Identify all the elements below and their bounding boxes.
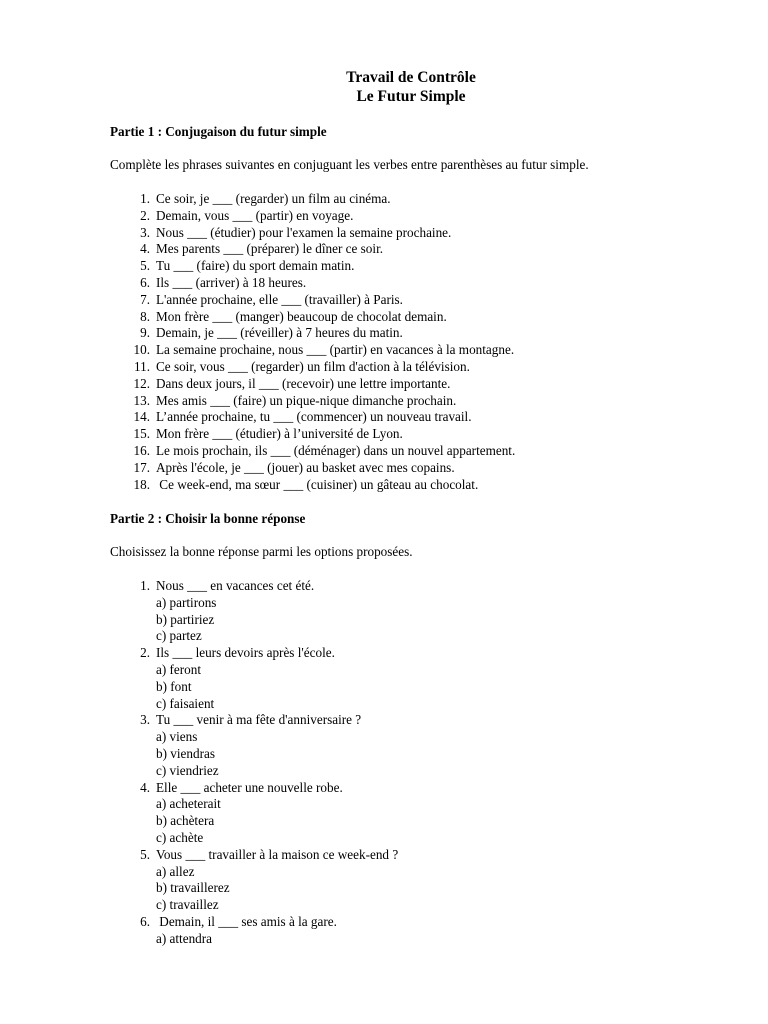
question-number: 5. xyxy=(140,846,150,862)
exercise-item xyxy=(110,292,515,309)
item-number: 8. xyxy=(140,308,150,324)
part1-heading: Partie 1 : Conjugaison du futur simple xyxy=(110,124,327,139)
answer-option: a) allez xyxy=(156,863,195,879)
exercise-item xyxy=(110,258,515,275)
question-text: Elle ___ acheter une nouvelle robe. xyxy=(156,779,343,795)
item-text: Après l'école, je ___ (jouer) au basket avec mes copains. xyxy=(156,459,455,475)
item-text: La semaine prochaine, nous ___ (partir) en vacances à la montagne. xyxy=(156,342,515,358)
question-text: Nous ___ en vacances cet été. xyxy=(156,578,315,593)
item-number: 1. xyxy=(140,191,150,206)
item-number: 11. xyxy=(134,358,150,374)
exercise-item xyxy=(110,359,515,376)
exercise-item xyxy=(110,309,515,326)
item-text: Dans deux jours, il ___ (recevoir) une lettre importante. xyxy=(156,375,451,391)
question-item xyxy=(110,847,398,914)
document-subtitle: Le Futur Simple xyxy=(356,88,466,105)
answer-option: a) feront xyxy=(156,661,202,677)
item-text: Ce soir, vous ___ (regarder) un film d'action à la télévision. xyxy=(156,358,470,374)
item-text: L’année prochaine, tu ___ (commencer) un nouveau travail. xyxy=(156,409,472,425)
question-number: 3. xyxy=(140,712,150,728)
exercise-item xyxy=(110,409,515,426)
part2-heading: Partie 2 : Choisir la bonne réponse xyxy=(110,511,306,526)
question-item xyxy=(110,645,398,712)
answer-option: b) travaillerez xyxy=(156,880,230,896)
part2-question-list xyxy=(110,578,398,948)
answer-option: b) font xyxy=(156,678,192,694)
exercise-item xyxy=(110,325,515,342)
item-text: Nous ___ (étudier) pour l'examen la semaine prochaine. xyxy=(156,224,452,240)
answer-option: c) achète xyxy=(156,829,204,845)
exercise-item xyxy=(110,225,515,242)
exercise-item xyxy=(110,275,515,292)
item-number: 13. xyxy=(133,392,150,408)
exercise-item xyxy=(110,477,515,494)
question-text: Ils ___ leurs devoirs après l'école. xyxy=(156,645,335,661)
item-text: L'année prochaine, elle ___ (travailler) à Paris. xyxy=(156,291,403,307)
item-text: Mes amis ___ (faire) un pique-nique dimanche prochain. xyxy=(156,392,457,408)
item-text: Le mois prochain, ils ___ (déménager) dans un nouvel appartement. xyxy=(156,442,516,458)
item-number: 4. xyxy=(140,241,150,257)
item-text: Mon frère ___ (manger) beaucoup de chocolat demain. xyxy=(156,308,447,324)
item-text: Mon frère ___ (étudier) à l’université de Lyon. xyxy=(156,426,403,442)
answer-option: b) achètera xyxy=(156,813,215,829)
document-title: Travail de Contrôle xyxy=(346,69,476,86)
question-number: 4. xyxy=(140,779,150,795)
item-text: Demain, vous ___ (partir) en voyage. xyxy=(156,207,354,223)
part2-instruction: Choisissez la bonne réponse parmi les options proposées. xyxy=(110,544,413,559)
exercise-item xyxy=(110,241,515,258)
exercise-item xyxy=(110,208,515,225)
question-text: Vous ___ travailler à la maison ce week-end ? xyxy=(156,846,399,862)
answer-option: c) travaillez xyxy=(156,897,219,913)
question-item xyxy=(110,578,398,645)
question-item xyxy=(110,780,398,847)
question-item xyxy=(110,712,398,779)
item-number: 7. xyxy=(140,291,150,307)
exercise-item xyxy=(110,460,515,477)
part1-exercise-list xyxy=(110,191,515,493)
question-item xyxy=(110,914,398,948)
item-number: 16. xyxy=(133,442,150,458)
item-number: 14. xyxy=(133,409,150,425)
item-number: 17. xyxy=(133,459,150,475)
question-number: 6. xyxy=(140,913,150,929)
item-number: 5. xyxy=(140,258,150,274)
item-text: Ce soir, je ___ (regarder) un film au cinéma. xyxy=(156,191,391,206)
exercise-item xyxy=(110,443,515,460)
answer-option: c) faisaient xyxy=(156,695,215,711)
exercise-item xyxy=(110,376,515,393)
answer-option: a) acheterait xyxy=(156,796,221,812)
item-number: 18. xyxy=(133,476,150,492)
item-text: Mes parents ___ (préparer) le dîner ce soir. xyxy=(156,241,384,257)
answer-option: b) partiriez xyxy=(156,611,215,627)
question-text: Tu ___ venir à ma fête d'anniversaire ? xyxy=(156,712,362,728)
item-number: 9. xyxy=(140,325,150,341)
part1-instruction: Complète les phrases suivantes en conjuguant les verbes entre parenthèses au futur simple. xyxy=(110,157,589,172)
item-number: 10. xyxy=(133,342,150,358)
question-number: 1. xyxy=(140,578,150,593)
exercise-item xyxy=(110,191,515,208)
item-number: 15. xyxy=(133,426,150,442)
item-text: Ils ___ (arriver) à 18 heures. xyxy=(156,274,307,290)
item-number: 6. xyxy=(140,274,150,290)
item-number: 2. xyxy=(140,207,150,223)
answer-option: c) partez xyxy=(156,628,202,644)
exercise-item xyxy=(110,393,515,410)
answer-option: c) viendriez xyxy=(156,762,219,778)
answer-option: a) partirons xyxy=(156,594,217,610)
answer-option: b) viendras xyxy=(156,745,215,761)
exercise-item xyxy=(110,426,515,443)
item-text: Ce week-end, ma sœur ___ (cuisiner) un gâteau au chocolat. xyxy=(156,476,479,492)
answer-option: a) attendra xyxy=(156,930,213,946)
item-text: Demain, je ___ (réveiller) à 7 heures du matin. xyxy=(156,325,403,341)
exercise-item xyxy=(110,342,515,359)
question-text: Demain, il ___ ses amis à la gare. xyxy=(156,913,337,929)
item-number: 12. xyxy=(133,375,150,391)
answer-option: a) viens xyxy=(156,729,198,745)
item-text: Tu ___ (faire) du sport demain matin. xyxy=(156,258,355,274)
item-number: 3. xyxy=(140,224,150,240)
question-number: 2. xyxy=(140,645,150,661)
